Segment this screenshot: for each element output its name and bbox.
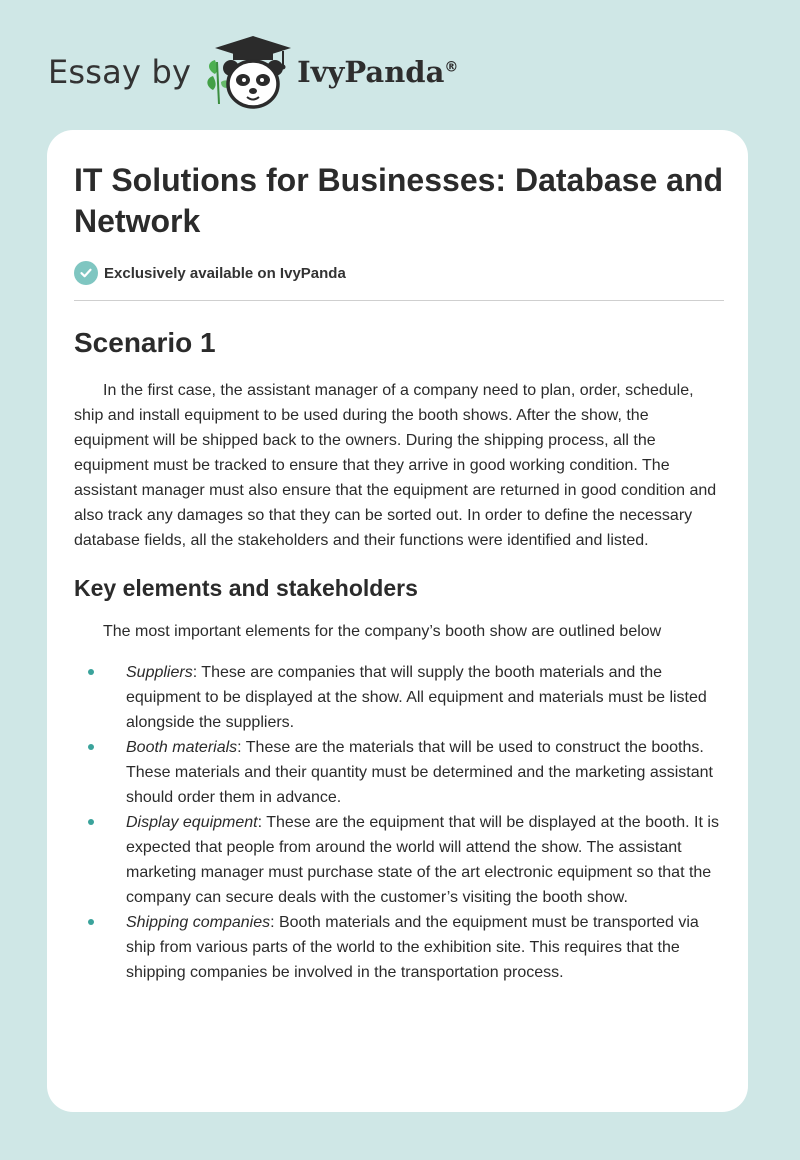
essay-title: IT Solutions for Businesses: Database and Network [74,162,724,239]
list-item-text: : These are companies that will supply the booth materials and the equipment to be displayed at the show. All equipment and materials must be listed alongside the suppliers. [126,664,707,731]
list-item-term: Shipping companies [126,914,271,931]
brand-name[interactable]: IvyPanda® [297,54,459,89]
brand-prefix: Essay by [48,53,192,91]
check-circle-icon [74,261,98,285]
list-item [126,660,724,735]
list-item-term: Booth materials [126,739,238,756]
exclusive-badge-text: Exclusively available on IvyPanda [104,264,346,282]
section-heading: Key elements and stakeholders [74,575,418,601]
list-item [126,810,724,910]
bullet-icon [88,669,94,675]
list-item-text: : Booth materials and the equipment must be transported via ship from various parts of the world to the exhibition site. This requires that the shipping companies be involved in the transportation process. [126,914,699,981]
bullet-icon [88,919,94,925]
site-header [48,34,458,110]
panda-logo-icon[interactable] [203,34,295,110]
stakeholder-list [74,660,724,985]
list-item-term: Suppliers [126,664,193,681]
essay-card [47,130,748,1112]
divider [74,300,724,301]
bullet-icon [88,744,94,750]
paragraph: In the first case, the assistant manager of a company need to plan, order, schedule, ship and install equipment to be used during the booth shows. After the show, the equipment will be shipped back to the owners. During the shipping process, all the equipment must be tracked to ensure that they arrive in good working condition. The assistant manager must also ensure that the equipment are returned in good condition and also track any damages so that they can be sorted out. In order to define the necessary database fields, all the stakeholders and their functions were identified and listed. [74,382,717,549]
section-heading: Scenario 1 [74,327,216,358]
list-item [126,910,724,985]
list-item-text: : These are the materials that will be used to construct the booths. These materials and their quantity must be determined and the marketing assistant should order them in advance. [126,739,713,806]
list-item [126,735,724,810]
bullet-icon [88,819,94,825]
list-item-text: : These are the equipment that will be displayed at the booth. It is expected that people from around the world will attend the show. The assistant marketing manager must purchase state of the art electronic equipment so that the company can secure deals with the customer’s visiting the booth show. [126,814,719,906]
paragraph: The most important elements for the company’s booth show are outlined below [103,623,662,640]
list-item-term: Display equipment [126,814,258,831]
exclusive-badge [74,260,724,286]
